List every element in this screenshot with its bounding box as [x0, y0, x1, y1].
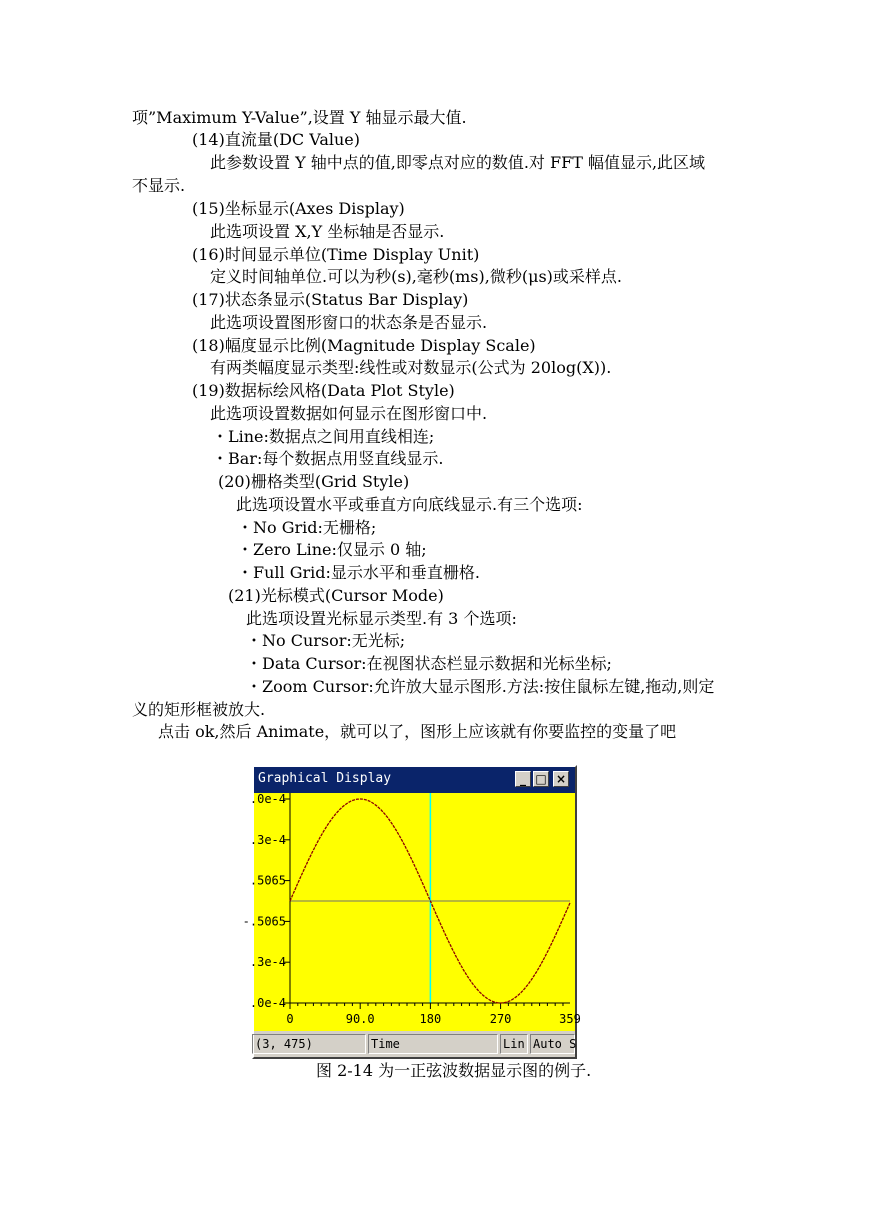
status-axis-unit: Time [368, 1034, 498, 1054]
section-heading-20: (20)栅格类型(Grid Style) [218, 472, 410, 491]
text-line: 此选项设置水平或垂直方向底线显示.有三个选项: [236, 495, 583, 514]
y-tick-label: .0e-4 [249, 996, 286, 1010]
text-line: 项”Maximum Y-Value”,设置 Y 轴显示最大值. [132, 108, 467, 127]
bullet-item: ・Bar:每个数据点用竖直线显示. [212, 449, 444, 468]
status-autoscale: Auto S [530, 1034, 575, 1054]
plot-area[interactable] [242, 792, 581, 1031]
section-heading-15: (15)坐标显示(Axes Display) [192, 199, 405, 218]
sine-wave-chart [242, 792, 581, 1031]
text-line: 此选项设置 X,Y 坐标轴是否显示. [210, 222, 445, 241]
maximize-button[interactable]: □ [533, 771, 549, 787]
x-tick-label: 359 [559, 1012, 581, 1026]
status-bar [254, 1033, 575, 1057]
status-scale: Lin [500, 1034, 528, 1054]
text-line: 此选项设置数据如何显示在图形窗口中. [210, 404, 488, 423]
section-heading-17: (17)状态条显示(Status Bar Display) [192, 290, 469, 309]
x-tick-label: 90.0 [345, 1012, 375, 1026]
text-line: 点击 ok,然后 Animate，就可以了，图形上应该就有你要监控的变量了吧 [158, 722, 677, 741]
y-tick-label: .3e-4 [249, 832, 286, 847]
bullet-item: ・Data Cursor:在视图状态栏显示数据和光标坐标; [246, 654, 612, 673]
close-button[interactable]: × [553, 771, 569, 787]
text-line: 此选项设置图形窗口的状态条是否显示. [210, 313, 488, 332]
text-line: 此选项设置光标显示类型.有 3 个选项: [246, 609, 517, 628]
minimize-button[interactable]: _ [515, 771, 531, 787]
bullet-item: ・No Cursor:无光标; [246, 631, 406, 650]
section-heading-21: (21)光标模式(Cursor Mode) [228, 586, 444, 605]
text-line: 义的矩形框被放大. [132, 700, 266, 719]
graphical-display-window [242, 765, 581, 1059]
x-tick-label: 270 [489, 1012, 512, 1026]
y-tick-label: .0e-4 [249, 792, 286, 806]
text-line: 定义时间轴单位.可以为秒(s),毫秒(ms),微秒(μs)或采样点. [210, 267, 623, 286]
bullet-item: ・Full Grid:显示水平和垂直栅格. [237, 563, 480, 582]
text-line: 此参数设置 Y 轴中点的值,即零点对应的数值.对 FFT 幅值显示,此区域 [210, 153, 706, 172]
bullet-item: ・Zoom Cursor:允许放大显示图形.方法:按住鼠标左键,拖动,则定 [246, 677, 715, 696]
section-heading-14: (14)直流量(DC Value) [192, 130, 361, 149]
text-line: 不显示. [132, 176, 186, 195]
window-title: Graphical Display [258, 771, 392, 786]
x-tick-label: 180 [419, 1012, 442, 1026]
bullet-item: ・No Grid:无栅格; [237, 518, 377, 537]
text-line: 有两类幅度显示类型:线性或对数显示(公式为 20log(X)). [210, 358, 612, 377]
bullet-item: ・Zero Line:仅显示 0 轴; [237, 540, 427, 559]
y-tick-label: .3e-4 [249, 955, 286, 970]
y-tick-label: -.5065 [242, 914, 286, 929]
section-heading-18: (18)幅度显示比例(Magnitude Display Scale) [192, 336, 536, 355]
status-cursor-coords: (3, 475) [252, 1034, 366, 1054]
bullet-item: ・Line:数据点之间用直线相连; [212, 427, 435, 446]
section-heading-16: (16)时间显示单位(Time Display Unit) [192, 245, 480, 264]
x-tick-label: 0 [286, 1012, 294, 1026]
figure-caption: 图 2-14 为一正弦波数据显示图的例子. [316, 1061, 592, 1080]
section-heading-19: (19)数据标绘风格(Data Plot Style) [192, 381, 455, 400]
window-titlebar[interactable] [254, 767, 575, 793]
y-tick-label: .5065 [249, 873, 286, 888]
